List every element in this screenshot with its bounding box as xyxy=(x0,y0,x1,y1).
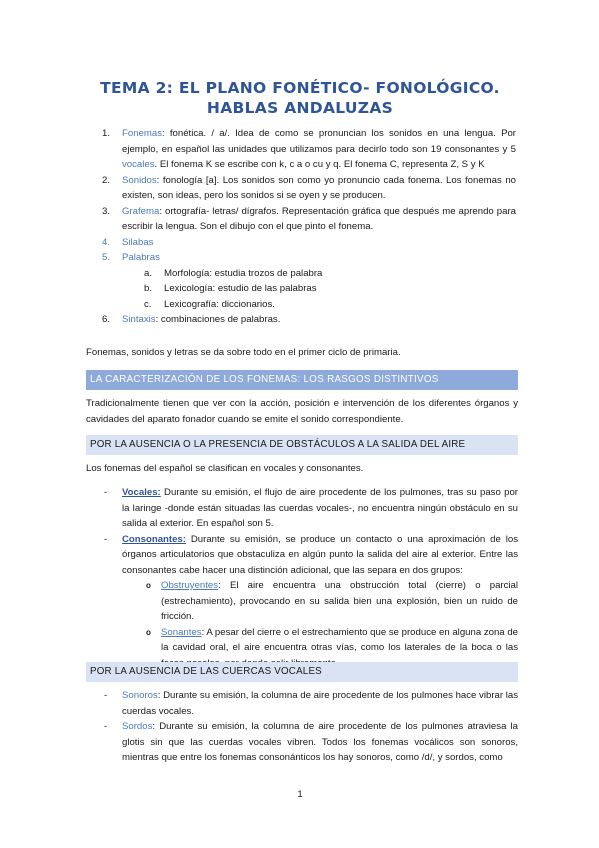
list-text: Durante su emisión, se produce un contacto o una aproximación de los órganos articulatorios que obstaculiza en algún punto la salida del aire al exterior. Entre las consonantes cabe hacer una distinción adicional, que las separa en dos grupos: xyxy=(122,533,518,576)
list-item-sordos xyxy=(104,719,518,766)
sublist-item xyxy=(144,281,516,297)
list-text: : El aire encuentra una obstrucción total (cierre) o parcial (estrechamiento), provocando en su salida bien una explosión, bien un ruido de fricción. xyxy=(161,580,518,622)
list-text: : ortografía- letras/ dígrafos. Representación gráfica que después me aprendo para escribir la lengua. Son el dibujo con el que pinto el fonema. xyxy=(122,205,516,232)
sublist-letter: a. xyxy=(144,267,153,279)
obstaculos-list xyxy=(104,485,518,671)
list-item-sintaxis xyxy=(104,312,516,328)
term-sonidos: Sonidos xyxy=(122,174,157,186)
list-number: 6. xyxy=(102,314,111,325)
dash-bullet: - xyxy=(104,533,108,545)
consonantes-sublist xyxy=(146,578,518,671)
list-number: 1. xyxy=(102,128,111,139)
list-text: Durante su emisión, el flujo de aire procedente de los pulmones, tras su paso por la laringe -donde están situadas las cuerdas vocales-, no encuentra ningún obstáculo en su salida al exterior. En español son 5. xyxy=(122,487,518,529)
term-sonantes: Sonantes xyxy=(161,626,202,638)
list-text: : Durante su emisión, la columna de aire procedente de los pulmones atraviesa la glotis sin que las cuerdas vocales vibren. Todos los fonemas vocálicos son sonoros, mientras que entre los fonemas consonánticos los hay sonoros, como /d/, y sordos, como xyxy=(122,721,518,763)
list-item-fonemas xyxy=(104,126,516,173)
list-item-consonantes xyxy=(104,532,518,672)
list-text: : fonología [a]. Los sonidos son como yo pronuncio cada fonema. Los fonemas no existen, son ideas, pero los sonidos si se oyen y se producen. xyxy=(122,174,516,201)
list-text: : combinaciones de palabras. xyxy=(155,314,281,325)
concepts-list xyxy=(104,126,516,328)
list-item-silabas xyxy=(104,235,516,251)
section-heading-cuerdas: POR LA AUSENCIA DE LAS CUERCAS VOCALES xyxy=(86,662,518,682)
term-consonantes: Consonantes: xyxy=(122,533,186,545)
sublist-text: Lexicografía: diccionarios. xyxy=(164,298,275,310)
list-item-vocales xyxy=(104,485,518,532)
list-number: 5. xyxy=(102,252,111,263)
sublist-item xyxy=(144,297,516,313)
circle-bullet: o xyxy=(146,581,151,590)
dash-bullet: - xyxy=(104,487,108,498)
page-title xyxy=(60,78,540,118)
circle-bullet: o xyxy=(146,627,151,637)
cuerdas-list xyxy=(104,688,518,766)
dash-bullet: - xyxy=(104,721,108,732)
list-item-palabras xyxy=(104,250,516,266)
list-number: 4. xyxy=(102,236,111,248)
section-heading-obstaculos: POR LA AUSENCIA O LA PRESENCIA DE OBSTÁCULOS A LA SALIDA DEL AIRE xyxy=(86,435,518,455)
note-paragraph: Fonemas, sonidos y letras se da sobre todo en el primer ciclo de primaria. xyxy=(86,347,401,358)
list-text: : A pesar del cierre o el estrechamiento que se produce en alguna zona de la cavidad oral, el aire encuentra otras vías, como los laterales de la boca o las xyxy=(161,626,518,653)
paragraph-clasificacion: Los fonemas del español se clasifican en vocales y consonantes. xyxy=(86,463,364,474)
list-number: 2. xyxy=(102,174,111,186)
sublist-text: Lexicología: estudio de las palabras xyxy=(164,283,317,294)
list-item-obstruyentes xyxy=(146,578,518,625)
term-grafema: Grafema xyxy=(122,205,160,217)
sublist-letter: c. xyxy=(144,298,152,310)
term-vocales: vocales xyxy=(122,159,155,170)
term-palabras: Palabras xyxy=(122,252,160,263)
term-silabas: Silabas xyxy=(122,236,154,248)
term-sintaxis: Sintaxis xyxy=(122,314,156,325)
term-vocales-def: Vocales: xyxy=(122,487,161,498)
term-sonoros: Sonoros xyxy=(122,690,158,701)
list-text: : fonética. / a/. Idea de como se pronuncian los sonidos en una lengua. Por ejemplo, en español las unidades que utilizamos para decirlo todo son 19 consonantes y 5 xyxy=(122,128,516,155)
sublist-item xyxy=(144,266,516,282)
sublist-text: Morfología: estudia trozos de palabra xyxy=(164,267,323,279)
dash-bullet: - xyxy=(104,690,108,701)
term-obstruyentes: Obstruyentes xyxy=(161,580,219,591)
list-text: : Durante su emisión, la columna de aire procedente de los pulmones hace vibrar las cuerdas vocales. xyxy=(122,690,518,717)
title-line-2: HABLAS ANDALUZAS xyxy=(206,99,394,117)
list-number: 3. xyxy=(102,205,111,217)
list-item-sonidos xyxy=(104,173,516,204)
section-heading-rasgos: LA CARACTERIZACIÓN DE LOS FONEMAS: LOS RASGOS DISTINTIVOS xyxy=(86,370,518,390)
term-sordos: Sordos xyxy=(122,721,153,732)
page-number: 1 xyxy=(297,789,303,800)
list-item-grafema xyxy=(104,204,516,235)
list-item-sonoros xyxy=(104,688,518,719)
paragraph-rasgos: Tradicionalmente tienen que ver con la acción, posición e intervención de los diferentes órganos y cavidades del aparato fonador cuando se emite el sonido correspondiente. xyxy=(86,398,518,425)
title-line-1: TEMA 2: EL PLANO FONÉTICO- FONOLÓGICO. xyxy=(100,79,500,97)
term-fonemas: Fonemas xyxy=(122,128,162,139)
sublist-letter: b. xyxy=(144,283,153,294)
list-text: . El fonema K se escribe con k, c a o cu y q. El fonema C, representa Z, S y K xyxy=(154,159,485,170)
palabras-sublist xyxy=(144,266,516,313)
